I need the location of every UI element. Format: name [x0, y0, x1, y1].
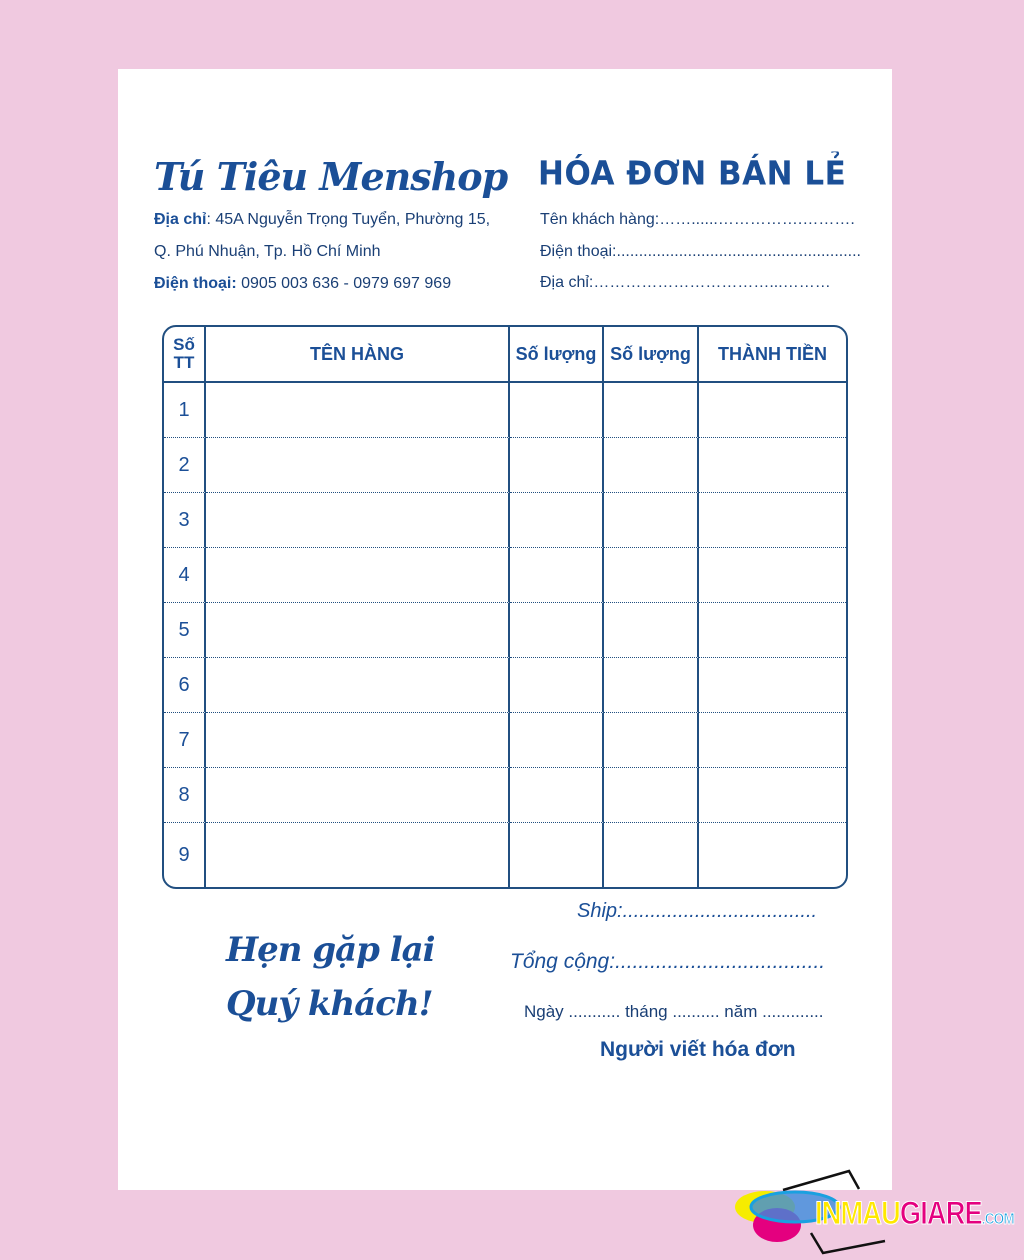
table-cell [206, 438, 510, 493]
table-cell [604, 438, 699, 493]
table-cell [206, 548, 510, 603]
table-cell [604, 713, 699, 768]
table-cell [510, 383, 604, 438]
table-cell [510, 493, 604, 548]
table-cell [206, 713, 510, 768]
table-row [164, 603, 846, 658]
watermark-text1: INMAU [815, 1195, 900, 1231]
table-cell [206, 603, 510, 658]
table-cell [510, 603, 604, 658]
watermark-logo [727, 1165, 1024, 1255]
row-number: 1 [164, 383, 206, 438]
table-cell [206, 383, 510, 438]
phone-label: Điện thoại: [154, 275, 237, 292]
date-field: Ngày ........... tháng .......... năm ............. [524, 1002, 824, 1021]
items-table [162, 325, 848, 889]
column-header: Số lượng [604, 327, 699, 383]
watermark-text [815, 1195, 1014, 1232]
thanks-line2: Quý khách! [226, 984, 433, 1024]
ship-field: Ship:................................... [577, 900, 818, 922]
address-label: Địa chỉ [154, 211, 207, 228]
customer-phone-field: Điện thoại:....................................................... [540, 243, 861, 260]
table-cell [604, 823, 699, 887]
row-number: 2 [164, 438, 206, 493]
row-number: 5 [164, 603, 206, 658]
phone-value: 0905 003 636 - 0979 697 969 [236, 275, 452, 292]
shop-address [154, 211, 490, 229]
table-cell [206, 823, 510, 887]
table-cell [699, 383, 846, 438]
table-cell [604, 548, 699, 603]
table-cell [604, 603, 699, 658]
address-line1: : 45A Nguyễn Trọng Tuyển, Phường 15, [206, 211, 491, 228]
column-header: THÀNH TIỀN [699, 327, 846, 383]
table-row [164, 768, 846, 823]
row-number: 8 [164, 768, 206, 823]
total-field: Tổng cộng:.................................... [510, 950, 826, 973]
table-row [164, 658, 846, 713]
customer-name-field: Tên khách hàng:……......…………….………. [540, 211, 855, 228]
shop-phone [154, 275, 451, 293]
table-row [164, 438, 846, 493]
table-cell [510, 823, 604, 887]
table-cell [699, 438, 846, 493]
table-cell [206, 658, 510, 713]
table-row [164, 713, 846, 768]
table-cell [699, 823, 846, 887]
row-number: 4 [164, 548, 206, 603]
column-header: Số lượng [510, 327, 604, 383]
watermark-text3: .COM [981, 1211, 1014, 1228]
table-cell [604, 493, 699, 548]
shop-name: Tú Tiêu Menshop [154, 154, 508, 199]
table-cell [510, 768, 604, 823]
row-number: 3 [164, 493, 206, 548]
table-cell [699, 658, 846, 713]
table-cell [699, 548, 846, 603]
invoice-title: HÓA ĐƠN BÁN LẺ [538, 155, 847, 193]
table-cell [510, 713, 604, 768]
row-number: 6 [164, 658, 206, 713]
table-cell [206, 493, 510, 548]
address-line2: Q. Phú Nhuận, Tp. Hồ Chí Minh [154, 243, 381, 260]
table-cell [604, 768, 699, 823]
customer-address-field: Địa chỉ:……………………………...……… [540, 274, 831, 291]
row-number: 9 [164, 823, 206, 887]
table-row [164, 493, 846, 548]
table-cell [510, 548, 604, 603]
row-number: 7 [164, 713, 206, 768]
table-cell [699, 493, 846, 548]
signer-label: Người viết hóa đơn [600, 1038, 796, 1061]
table-row [164, 383, 846, 438]
table-cell [510, 438, 604, 493]
column-header: Số TT [164, 327, 206, 383]
watermark-text2: GIARE [899, 1195, 982, 1231]
thanks-line1: Hẹn gặp lại [226, 930, 435, 970]
table-cell [206, 768, 510, 823]
table-cell [699, 713, 846, 768]
table-cell [510, 658, 604, 713]
table-cell [604, 658, 699, 713]
table-row [164, 548, 846, 603]
table-cell [604, 383, 699, 438]
table-row [164, 823, 846, 887]
table-cell [699, 603, 846, 658]
table-cell [699, 768, 846, 823]
column-header: TÊN HÀNG [206, 327, 510, 383]
